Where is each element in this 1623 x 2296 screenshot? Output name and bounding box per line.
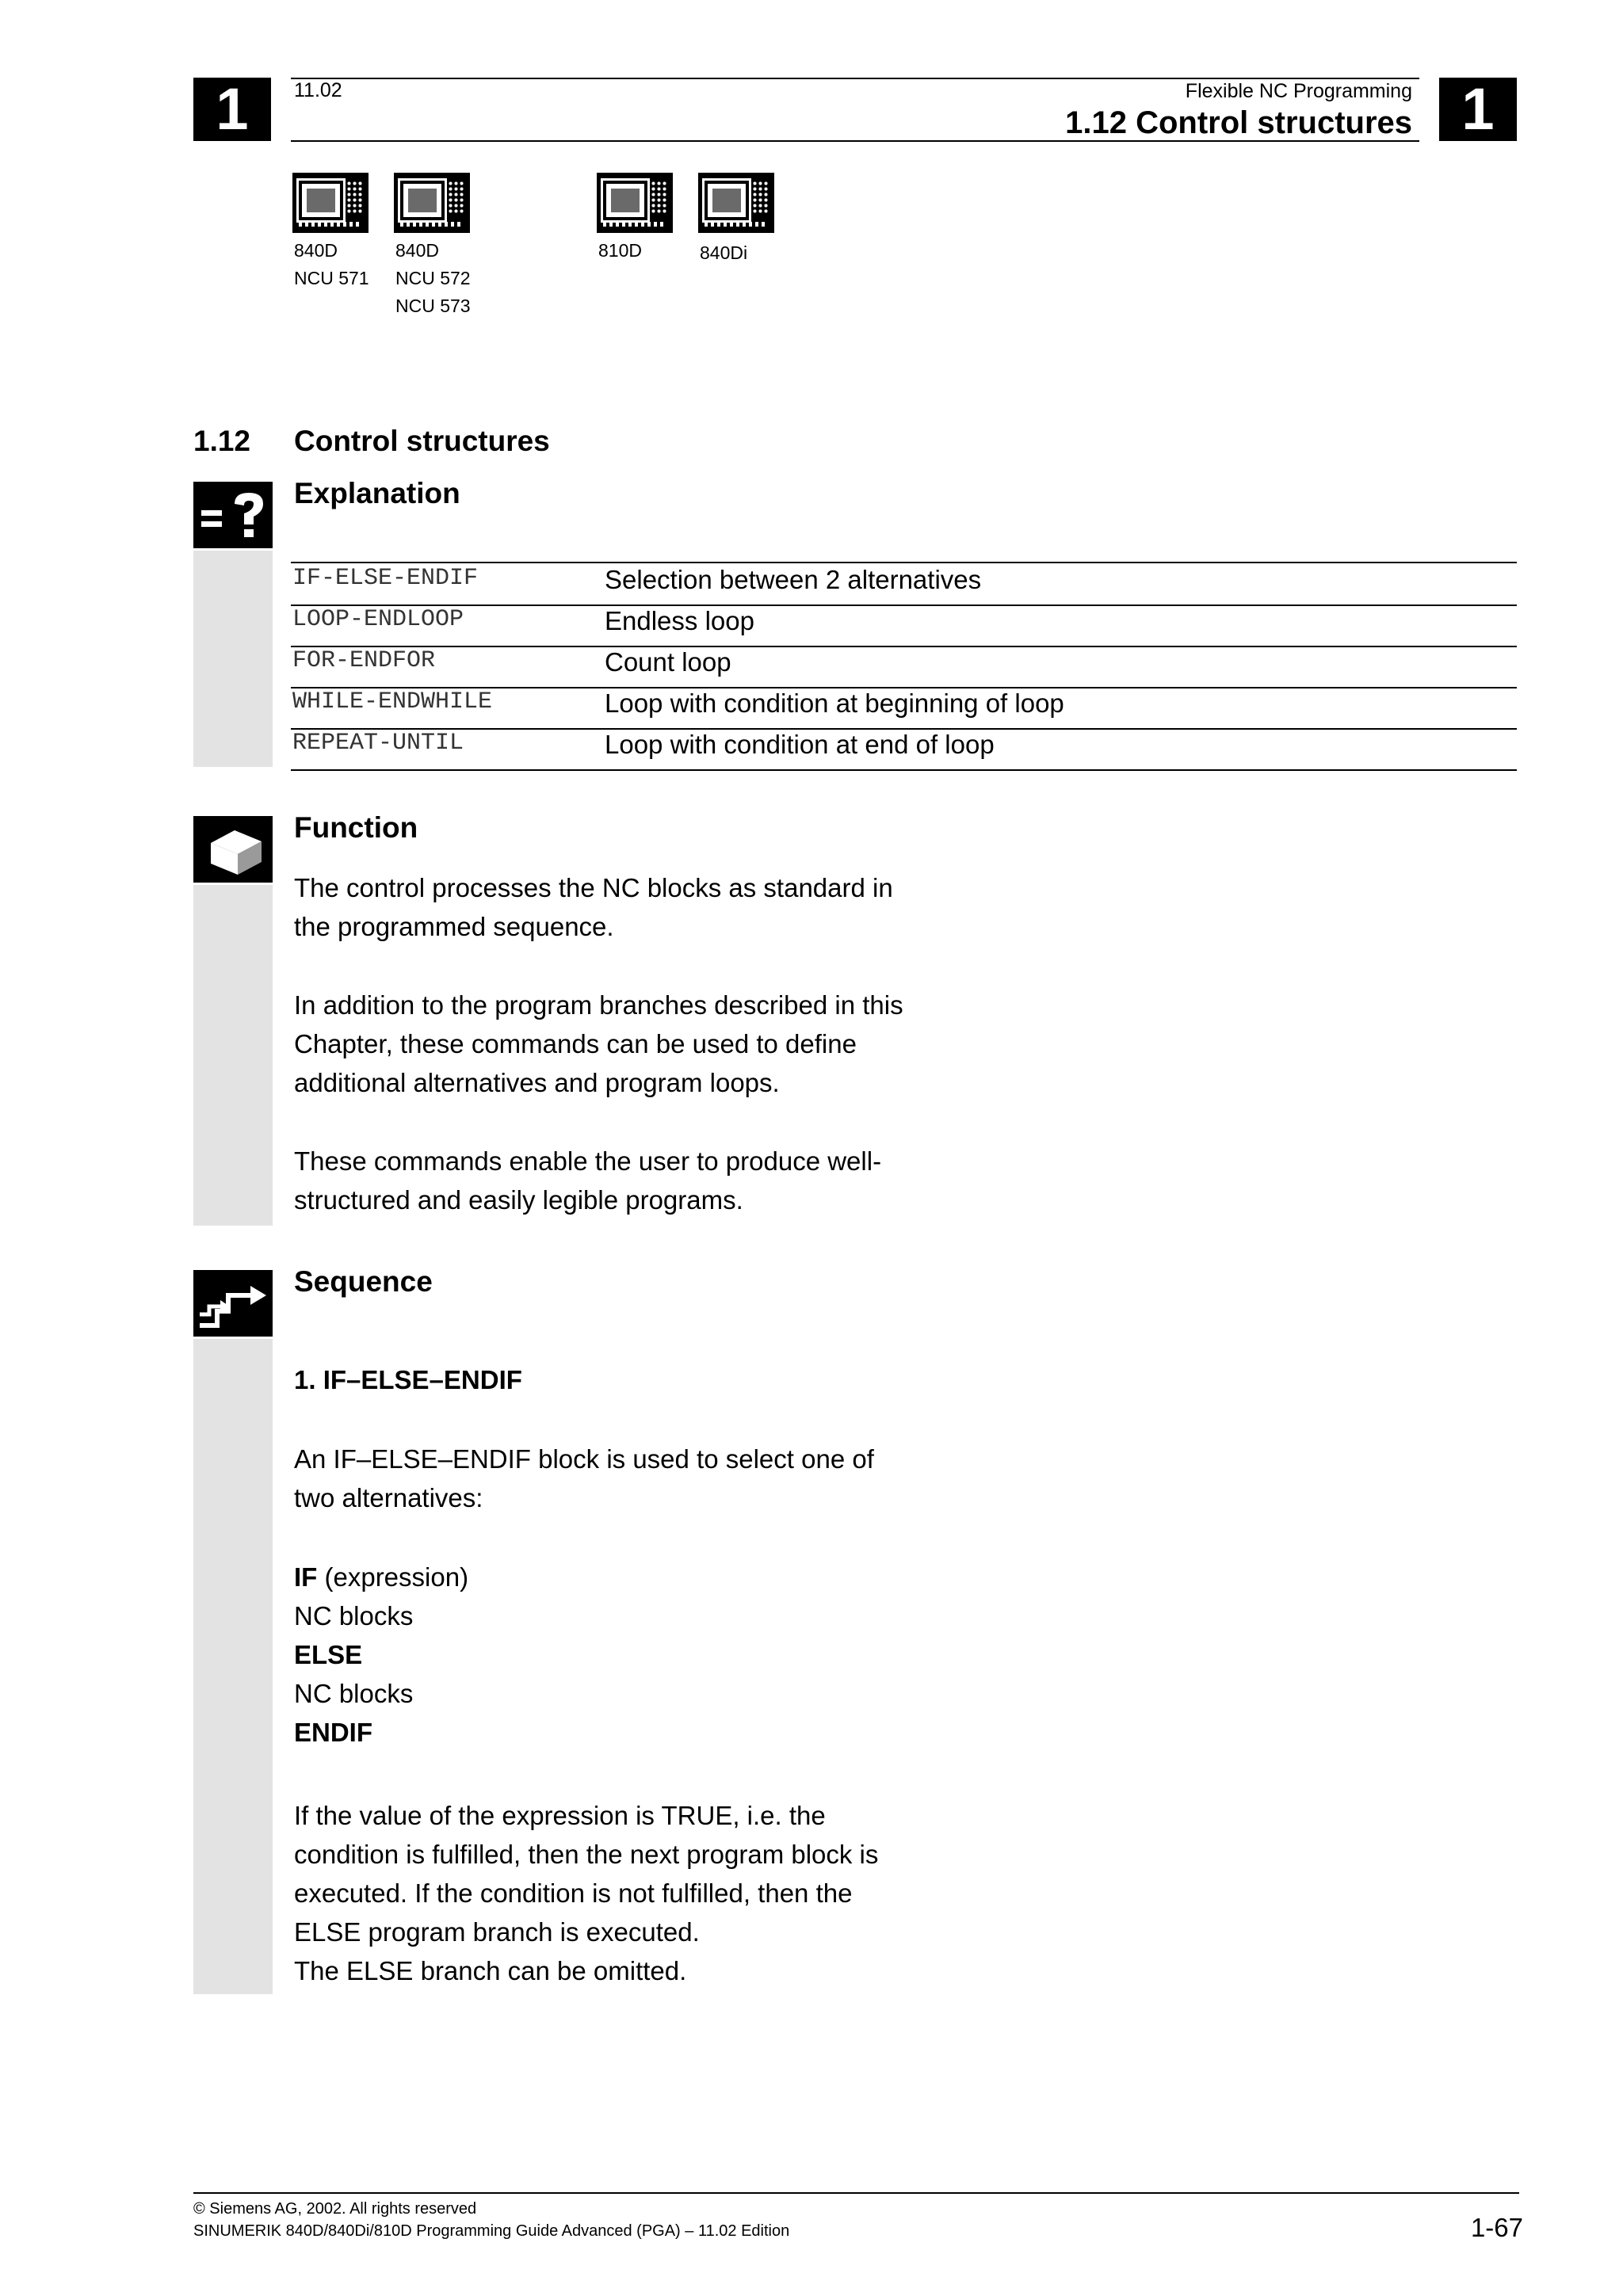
control-label-840d-ncu571: 840D NCU 571 (294, 240, 369, 288)
function-paragraph-1: The control processes the NC blocks as standard in the programmed sequence. (294, 873, 893, 941)
command-cell: IF-ELSE-ENDIF (292, 565, 479, 592)
syntax-endif: ENDIF (294, 1718, 372, 1747)
chapter-number-left: 1 (193, 78, 271, 141)
section-number: 1.12 (193, 425, 251, 457)
control-panel-icon (394, 173, 470, 233)
sequence-icon (193, 1270, 273, 1337)
footer-rule (193, 2192, 1519, 2194)
function-margin-bar (193, 885, 273, 1226)
sequence-subheading: 1. IF–ELSE–ENDIF (294, 1365, 522, 1394)
sequence-explanation: If the value of the expression is TRUE, i.e. the condition is fulfilled, then the next program block is executed. If the condition is not fulfilled, then the ELSE program branch is executed. The ELSE branch can be omitted. (294, 1801, 879, 1985)
description-cell: Loop with condition at beginning of loop (605, 688, 1064, 718)
control-label-840di: 840Di (700, 242, 748, 263)
sequence-syntax (294, 1558, 468, 1752)
section-title: Control structures (294, 425, 550, 457)
syntax-nc-blocks: NC blocks (294, 1601, 414, 1630)
sequence-intro: An IF–ELSE–ENDIF block is used to select one of two alternatives: (294, 1444, 874, 1512)
sequence-margin-bar (193, 1339, 273, 1994)
control-panel-icon (292, 173, 369, 233)
explanation-heading: Explanation (294, 477, 460, 509)
header-section-title: 1.12 Control structures (1065, 105, 1412, 140)
table-row (291, 646, 1517, 688)
syntax-nc-blocks: NC blocks (294, 1679, 414, 1708)
header-top-rule (291, 78, 1419, 79)
syntax-else: ELSE (294, 1640, 363, 1669)
table-row (291, 687, 1517, 730)
command-cell: FOR-ENDFOR (292, 647, 436, 674)
control-label-810d: 810D (598, 240, 642, 261)
table-row (291, 605, 1517, 647)
footer-copyright: © Siemens AG, 2002. All rights reserved (193, 2200, 477, 2218)
description-cell: Endless loop (605, 606, 754, 635)
table-row (291, 728, 1517, 771)
function-paragraph-3: These commands enable the user to produce well- structured and easily legible programs. (294, 1146, 882, 1215)
function-heading: Function (294, 811, 418, 844)
command-cell: REPEAT-UNTIL (292, 730, 464, 757)
description-cell: Loop with condition at end of loop (605, 730, 995, 759)
table-row (291, 563, 1517, 606)
footer-book-title: SINUMERIK 840D/840Di/810D Programming Guide Advanced (PGA) – 11.02 Edition (193, 2222, 790, 2240)
function-icon (193, 816, 273, 883)
page-number: 1-67 (1470, 2213, 1523, 2242)
header-edition: 11.02 (294, 79, 342, 101)
syntax-if-line: IF (expression) (294, 1562, 469, 1592)
description-cell: Count loop (605, 647, 731, 677)
control-label-840d-ncu572: 840D NCU 572 NCU 573 (395, 240, 471, 316)
description-cell: Selection between 2 alternatives (605, 565, 982, 594)
command-cell: WHILE-ENDWHILE (292, 688, 493, 715)
explanation-margin-bar (193, 551, 273, 767)
chapter-number-right: 1 (1439, 78, 1517, 141)
function-paragraph-2: In addition to the program branches described in this Chapter, these commands can be used to define additional alternatives and program loops. (294, 990, 903, 1097)
header-book-section: Flexible NC Programming (1185, 80, 1412, 102)
explanation-icon (193, 482, 273, 548)
control-panel-icon (597, 173, 673, 233)
header-bottom-rule (291, 140, 1419, 142)
command-cell: LOOP-ENDLOOP (292, 606, 464, 633)
sequence-heading: Sequence (294, 1265, 433, 1298)
control-panel-icon (698, 173, 774, 233)
